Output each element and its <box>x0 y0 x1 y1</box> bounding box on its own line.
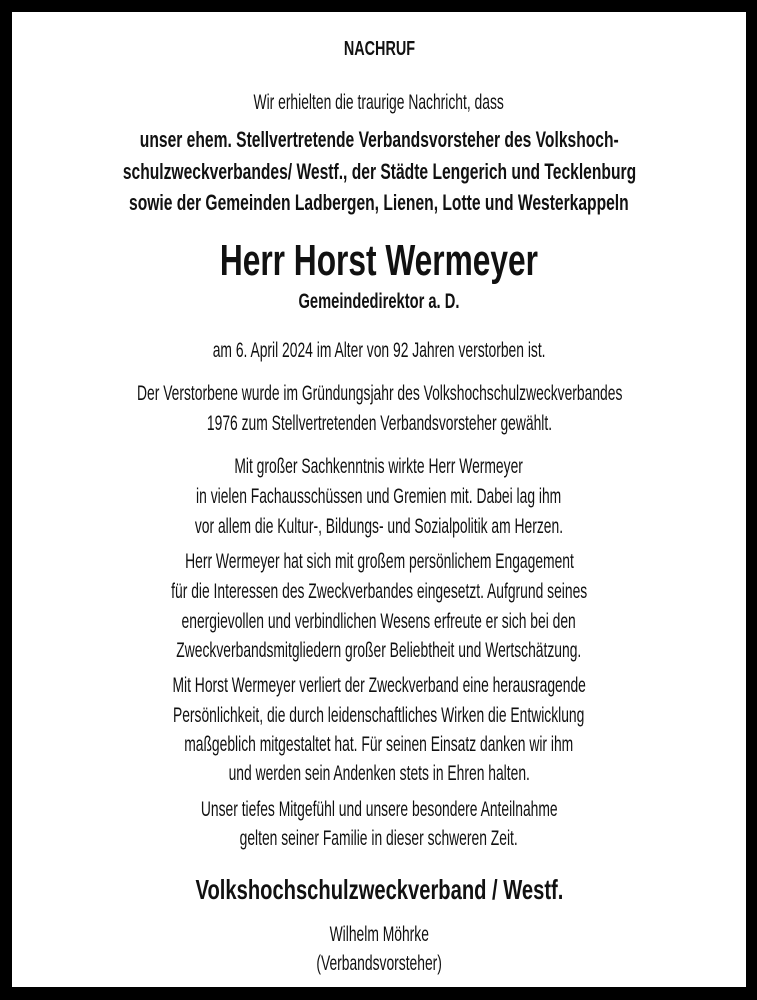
paragraph-line: Mit großer Sachkenntnis wirkte Herr Wermeyer <box>234 455 524 478</box>
paragraph-line: energievollen und verbindlichen Wesens erfreute er sich bei den <box>181 610 577 633</box>
paragraph-line: Unser tiefes Mitgefühl und unsere besondere Anteilnahme <box>200 798 558 821</box>
paragraph-line: maßgeblich mitgestaltet hat. Für seinen Einsatz danken wir ihm <box>184 733 574 756</box>
organization-name: Volkshochschulzweckverband / Westf. <box>195 874 563 905</box>
paragraph-line: in vielen Fachausschüssen und Gremien mit. Dabei lag ihm <box>196 485 562 508</box>
paragraph-line: gelten seiner Familie in dieser schweren Zeit. <box>239 827 519 850</box>
paragraph-line: Persönlichkeit, die durch leidenschaftliches Wirken die Entwicklung <box>173 704 585 727</box>
paragraph-line: Der Verstorbene wurde im Gründungsjahr des Volkshochschulzweckverbandes <box>137 382 623 405</box>
intro-text: Wir erhielten die traurige Nachricht, dass <box>253 91 505 114</box>
role-line: schulzweckverbandes/ Westf., der Städte Lengerich und Tecklenburg <box>122 159 636 184</box>
signer-role: (Verbandsvorsteher) <box>316 952 442 975</box>
paragraph-line: vor allem die Kultur-, Bildungs- und Sozialpolitik am Herzen. <box>194 515 564 538</box>
paragraph-line: 1976 zum Stellvertretenden Verbandsvorsteher gewählt. <box>206 412 552 435</box>
paragraph-line: Zweckverbandsmitgliedern großer Beliebtheit und Wertschätzung. <box>176 639 582 662</box>
deceased-name: Herr Horst Wermeyer <box>219 236 539 285</box>
heading: NACHRUF <box>343 38 415 60</box>
role-line: sowie der Gemeinden Ladbergen, Lienen, Lotte und Westerkappeln <box>129 190 629 215</box>
paragraph-line: Mit Horst Wermeyer verliert der Zweckverband eine herausragende <box>172 674 586 697</box>
deceased-title: Gemeindedirektor a. D. <box>298 290 460 313</box>
paragraph-line: Herr Wermeyer hat sich mit großem persönlichem Engagement <box>184 550 574 573</box>
role-line: unser ehem. Stellvertretende Verbandsvorsteher des Volkshoch- <box>139 127 619 152</box>
obituary-notice <box>12 12 746 987</box>
paragraph-line: und werden sein Andenken stets in Ehren halten. <box>228 762 530 785</box>
death-line: am 6. April 2024 im Alter von 92 Jahren verstorben ist. <box>212 339 546 362</box>
paragraph-line: für die Interessen des Zweckverbandes eingesetzt. Aufgrund seines <box>170 580 588 603</box>
signer-name: Wilhelm Möhrke <box>329 923 429 946</box>
